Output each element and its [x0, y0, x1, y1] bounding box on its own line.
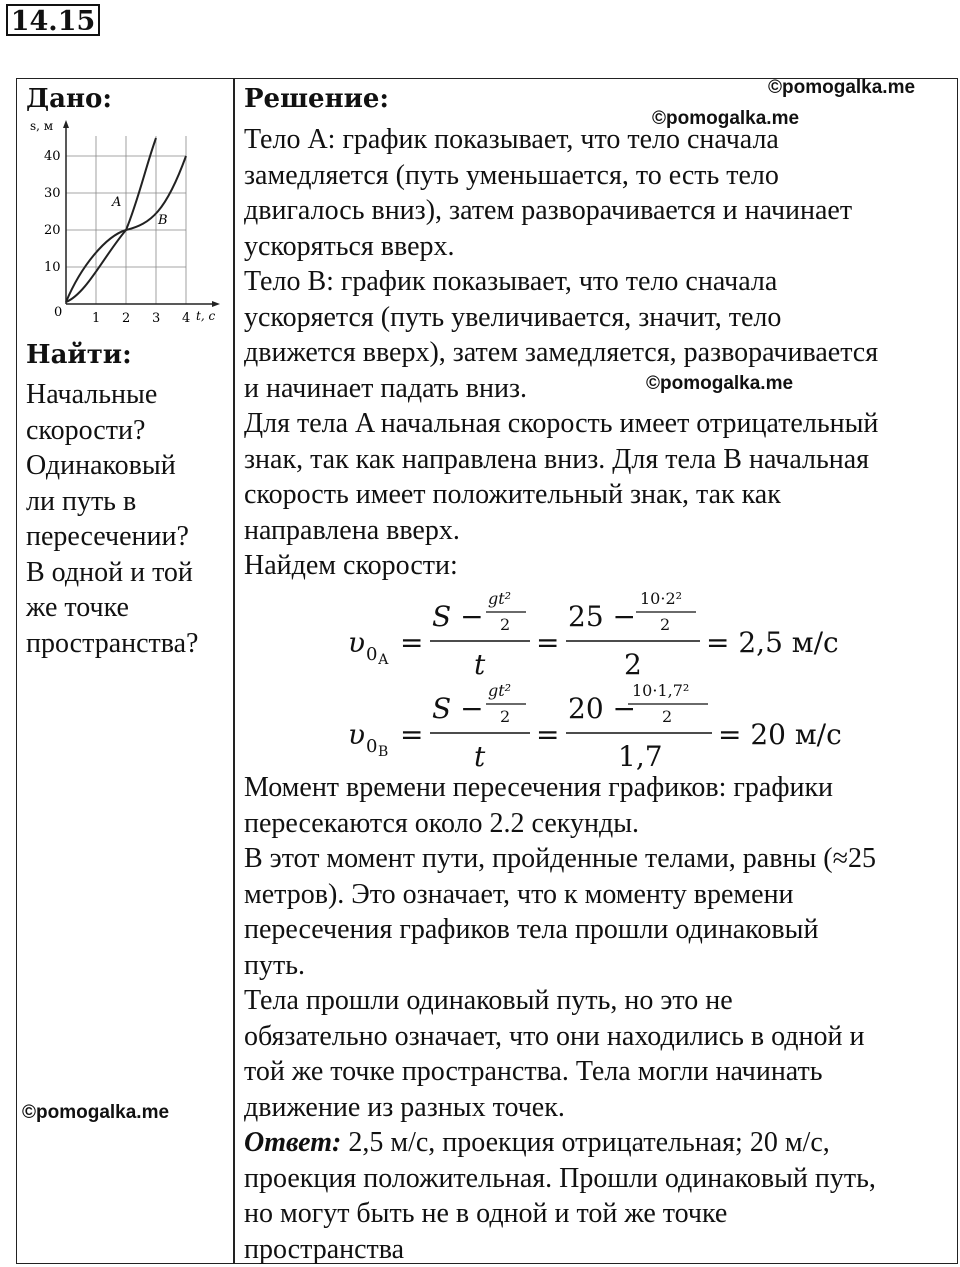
- column-divider: [233, 78, 235, 1264]
- y-tick: 40: [44, 149, 61, 164]
- problem-number: 14.15: [6, 4, 100, 36]
- find-line: пространства?: [26, 627, 199, 659]
- solution-line: замедляется (путь уменьшается, то есть тело: [244, 159, 779, 191]
- solution-text-after: [244, 770, 876, 1267]
- formula-velocity-b: [340, 676, 880, 772]
- formula-frac-num2: 10·2²: [640, 589, 683, 608]
- answer-text: 2,5 м/с, проекция отрицательная; 20 м/с,: [341, 1127, 830, 1158]
- formula-lhs: υ: [348, 718, 366, 751]
- answer-label: Ответ:: [244, 1127, 342, 1158]
- y-tick: 20: [44, 223, 61, 238]
- solution-line: пересечения графиков тела прошли одинаковый: [244, 914, 819, 945]
- svg-text:=: =: [400, 718, 424, 751]
- watermark: ©pomogalka.me: [652, 108, 800, 129]
- solution-heading: Решение:: [244, 84, 390, 114]
- formula-frac-num: gt²: [488, 681, 512, 700]
- solution-line: двигалось вниз), затем разворачивается и начинает: [244, 195, 853, 226]
- solution-line: метров). Это означает, что к моменту времени: [244, 878, 794, 910]
- find-line: пересечении?: [26, 521, 189, 552]
- solution-line: Тела прошли одинаковый путь, но это не: [244, 985, 733, 1016]
- solution-line: движется вверх), затем замедляется, разворачивается: [244, 337, 879, 368]
- formula-num2: 25 −: [568, 600, 636, 633]
- x-tick: 1: [92, 311, 101, 326]
- formula-sub: 0: [366, 736, 378, 757]
- formula-frac-den: 2: [500, 615, 511, 634]
- formula-den2: 1,7: [618, 740, 663, 772]
- watermark: ©pomogalka.me: [768, 77, 916, 98]
- solution-line: путь.: [244, 949, 305, 981]
- formula-velocity-a: [340, 584, 880, 680]
- solution-line: той же точке пространства. Тела могли начинать: [244, 1056, 823, 1087]
- solution-line: Тело A: график показывает, что тело сначала: [244, 124, 779, 155]
- curve-a: [66, 138, 156, 302]
- watermark: ©pomogalka.me: [646, 373, 794, 394]
- formula-subsub: В: [378, 744, 389, 760]
- answer-line: но могут быть не в одной и той же точке: [244, 1198, 728, 1229]
- solution-line: скорость имеет положительный знак, так как: [244, 479, 781, 510]
- solution-line: обязательно означает, что они находились в одной и: [244, 1020, 865, 1052]
- curve-a-label: A: [112, 195, 122, 210]
- find-text: [26, 377, 198, 661]
- formula-num: S −: [432, 692, 484, 725]
- find-line: скорости?: [26, 414, 146, 446]
- formula-frac-den: 2: [500, 707, 511, 726]
- solution-line: и начинает падать вниз.: [244, 372, 528, 404]
- solution-line: ускоряется (путь увеличивается, значит, тело: [244, 301, 782, 333]
- formula-subsub: А: [378, 652, 389, 668]
- x-tick: 2: [122, 311, 131, 326]
- formula-num2: 20 −: [568, 692, 636, 725]
- formula-result: = 2,5 м/с: [706, 626, 839, 659]
- formula-den: t: [474, 740, 486, 772]
- formula-lhs: υ: [348, 626, 366, 659]
- formula-frac-den2: 2: [660, 615, 671, 634]
- given-graph: [26, 116, 226, 332]
- x-tick: 4: [182, 311, 191, 326]
- find-line: Одинаковый: [26, 450, 176, 481]
- solution-line: движение из разных точек.: [244, 1091, 565, 1123]
- answer-line: проекция положительная. Прошли одинаковый путь,: [244, 1162, 876, 1194]
- solution-line: ускоряться вверх.: [244, 230, 455, 262]
- y-tick: 10: [44, 260, 61, 275]
- answer-line: пространства: [244, 1233, 405, 1265]
- solution-text: [244, 122, 878, 584]
- svg-text:=: =: [536, 626, 560, 659]
- solution-line: В этот момент пути, пройденные телами, равны (≈25: [244, 843, 876, 874]
- solution-line: Найдем скорости:: [244, 550, 458, 581]
- find-heading: Найти:: [26, 340, 132, 370]
- y-tick: 30: [44, 186, 61, 201]
- find-line: ли путь в: [26, 485, 137, 517]
- answer-line: [244, 1125, 876, 1161]
- y-axis-label: s, м: [30, 119, 54, 133]
- formula-frac-den2: 2: [662, 707, 673, 726]
- given-heading: Дано:: [26, 84, 112, 114]
- x-tick: 3: [152, 311, 161, 326]
- solution-line: знак, так как направлена вниз. Для тела B начальная: [244, 443, 870, 475]
- solution-line: направлена вверх.: [244, 514, 460, 546]
- svg-text:=: =: [400, 626, 424, 659]
- formula-den2: 2: [624, 648, 642, 680]
- solution-line: Момент времени пересечения графиков: графики: [244, 772, 834, 803]
- formula-sub: 0: [366, 644, 378, 665]
- svg-text:=: =: [536, 718, 560, 751]
- solution-line: Для тела A начальная скорость имеет отрицательный: [244, 408, 879, 439]
- formula-result: = 20 м/с: [718, 718, 842, 751]
- watermark: ©pomogalka.me: [22, 1102, 170, 1123]
- x-axis-label: t, c: [196, 309, 216, 323]
- solution-line: Тело B: график показывает, что тело сначала: [244, 266, 778, 297]
- formula-den: t: [474, 648, 486, 680]
- find-line: В одной и той: [26, 556, 193, 588]
- formula-frac-num: gt²: [488, 589, 512, 608]
- formula-frac-num2: 10·1,7²: [632, 681, 690, 700]
- find-line: Начальные: [26, 379, 158, 410]
- origin-label: 0: [54, 305, 63, 320]
- find-line: же точке: [26, 592, 129, 623]
- solution-line: пересекаются около 2.2 секунды.: [244, 807, 640, 839]
- formula-num: S −: [432, 600, 484, 633]
- curve-b-label: B: [158, 213, 168, 228]
